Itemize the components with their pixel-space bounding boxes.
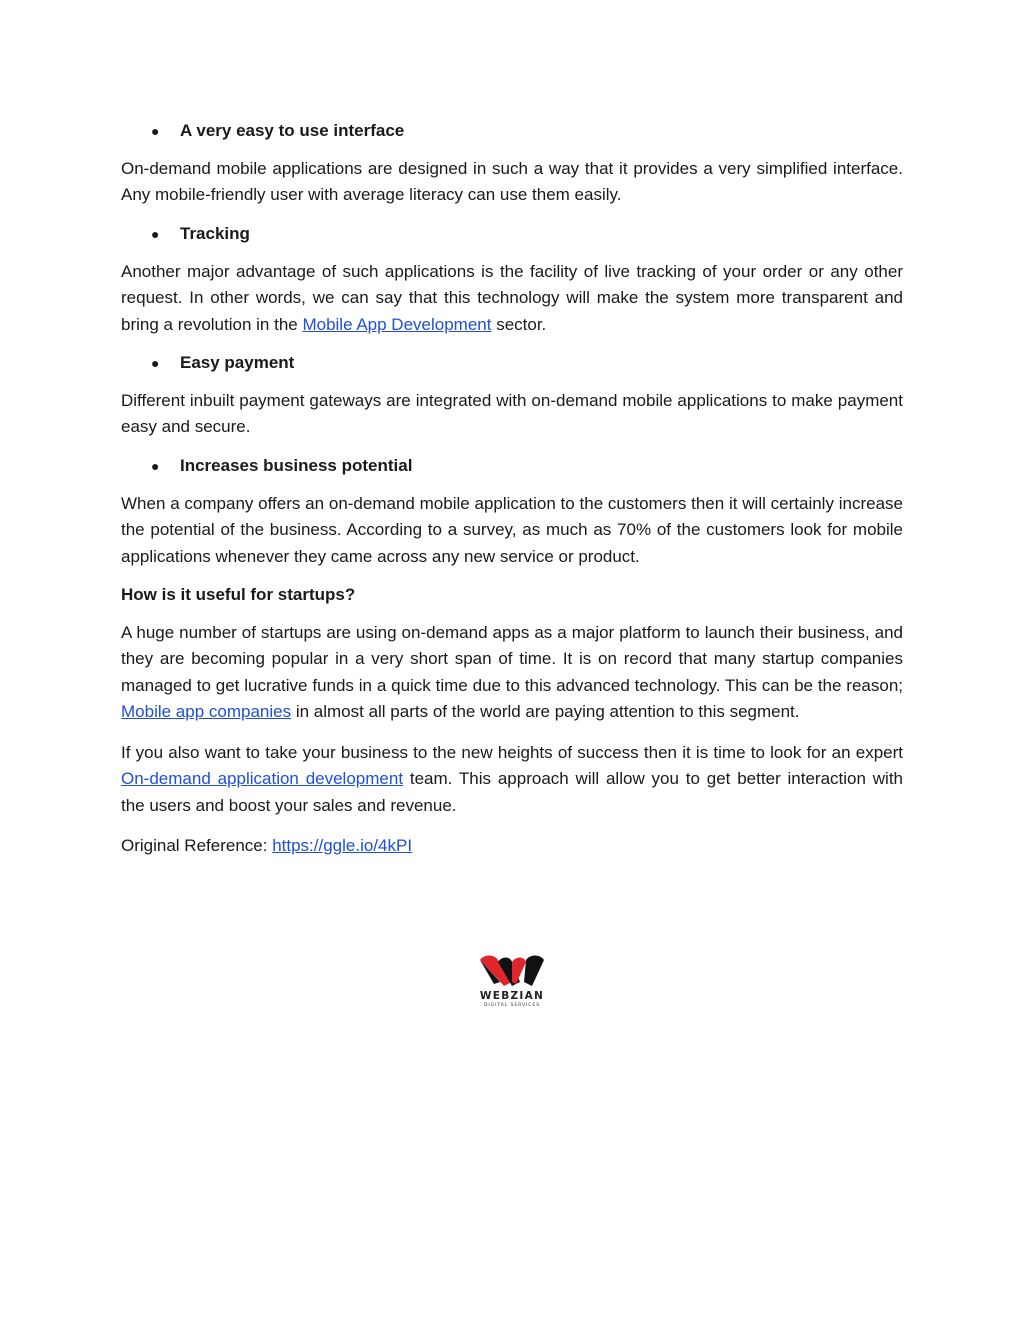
bullet-heading-potential: [151, 453, 903, 479]
document-body: [121, 118, 903, 859]
paragraph-startups: [121, 620, 903, 726]
on-demand-development-link[interactable]: On-demand application development: [121, 769, 404, 789]
bullet-icon: ●: [151, 355, 160, 372]
paragraph-potential: When a company offers an on-demand mobile application to the customers then it will certainly increase the potential of the business. According to a survey, as much as 70% of the customers look for mobile applications whenever they came across any new service or product.: [121, 493, 903, 566]
bullet-icon: ●: [151, 123, 160, 139]
startups-heading: How is it useful for startups?: [121, 585, 356, 605]
webzian-logo: [474, 954, 550, 1020]
bullet-heading-tracking: [151, 221, 903, 247]
text-run: A huge number of startups are using on-demand apps as a major platform to launch their business, and they are becoming popular in a very short span of time. It is on record that many startup companies managed to get lucrative funds in a quick time due to this advanced technology. This can be the reason;: [121, 623, 903, 695]
paragraph-tracking: [121, 259, 903, 338]
heading-text: Easy payment: [180, 353, 295, 373]
reference-line: [121, 833, 903, 859]
heading-text: Tracking: [180, 223, 250, 243]
paragraph-payment: Different inbuilt payment gateways are integrated with on-demand mobile applications to make payment easy and secure.: [121, 391, 903, 437]
heading-text: A very easy to use interface: [180, 121, 405, 140]
heading-text: Increases business potential: [180, 455, 413, 475]
text-run: Another major advantage of such applications is the facility of live tracking of your order or any other request. In other words, we can say that this technology will make the system more transparent and bring a revolution in the: [121, 261, 903, 334]
logo-shape-right-black: [524, 956, 544, 987]
mobile-app-companies-link[interactable]: Mobile app companies: [121, 702, 292, 722]
logo-subtitle: DIGITAL SERVICES: [483, 1003, 541, 1008]
text-run: in almost all parts of the world are paying attention to this segment.: [291, 702, 800, 722]
text-run: If you also want to take your business to the new heights of success then it is time to look for an expert: [121, 742, 903, 762]
bullet-icon: ●: [151, 225, 160, 242]
bullet-icon: ●: [151, 457, 160, 474]
bullet-heading-interface: [151, 118, 903, 144]
reference-link[interactable]: https://ggle.io/4kPI: [272, 835, 413, 855]
text-run: team. This approach will allow you to get better interaction with the users and boost your sales and revenue.: [121, 769, 904, 815]
reference-label: Original Reference:: [121, 835, 273, 855]
paragraph-expert: [121, 740, 903, 819]
mobile-app-development-link[interactable]: Mobile App Development: [302, 314, 492, 334]
paragraph-interface: On-demand mobile applications are designed in such a way that it provides a very simplified interface. Any mobile-friendly user with average literacy can use them easily.: [121, 159, 903, 205]
text-run: sector.: [491, 314, 547, 334]
bullet-heading-payment: [151, 350, 903, 376]
webzian-logo-icon: [476, 954, 548, 988]
logo-name: WEBZIAN: [479, 990, 545, 1002]
